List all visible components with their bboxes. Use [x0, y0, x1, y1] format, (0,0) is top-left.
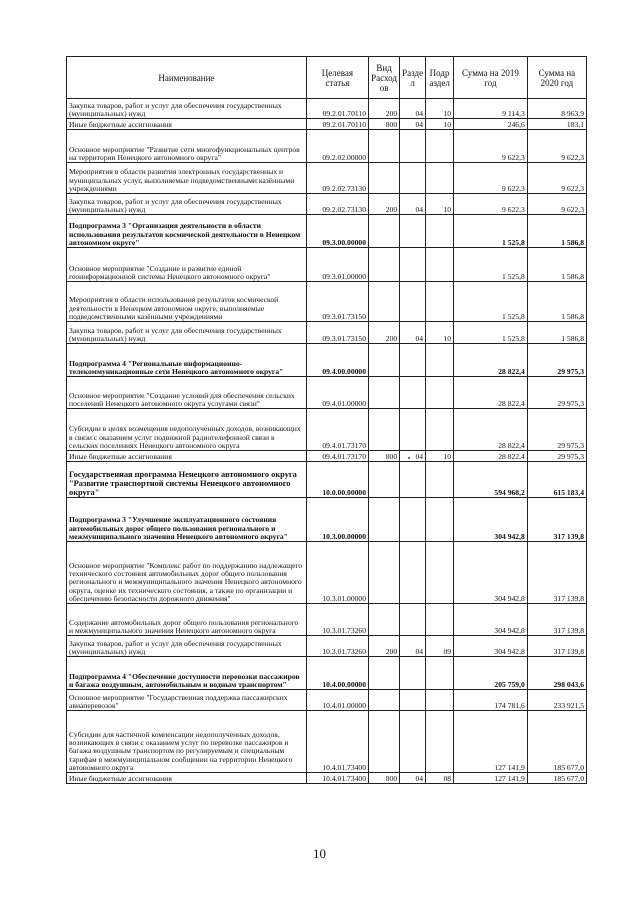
cell-sum-2020: 185 677,0 — [527, 773, 586, 784]
cell-section — [400, 604, 426, 636]
cell-section — [400, 377, 426, 409]
header-code: Целевая статья — [306, 57, 368, 99]
cell-section — [400, 711, 426, 773]
cell-section — [400, 344, 426, 377]
cell-sum-2020: 233 921,5 — [527, 690, 586, 711]
cell-expense-type — [369, 690, 400, 711]
cell-name: Мероприятия в области развития электронных государственных и муниципальных услуг, выполняемые подведомственными казёнными учреждениями — [67, 163, 307, 194]
cell-sum-2019: 9 622,3 — [454, 163, 528, 194]
table-row — [67, 344, 587, 377]
cell-target-article: 10.3.00.00000 — [306, 498, 368, 542]
cell-name: Подпрограмма 4 "Региональные информационно-телекоммуникационные сети Ненецкого автономного округа" — [67, 344, 307, 377]
cell-name: Подпрограмма 4 "Обеспечение доступности перевозки пассажиров и багажа воздушным, автомобильным и водным транспортом" — [67, 657, 307, 690]
cell-subsection: 10 — [426, 99, 454, 119]
cell-name: Иные бюджетные ассигнования — [67, 119, 307, 130]
cell-target-article: 10.4.01.00000 — [306, 690, 368, 711]
cell-name: Иные бюджетные ассигнования — [67, 773, 307, 784]
cell-expense-type: 200 — [369, 322, 400, 344]
cell-section — [400, 462, 426, 498]
cell-name: Мероприятия в области использования результатов космической деятельности в Ненецком автономном округе, выполняемые подведомственными казёнными учреждениями — [67, 282, 307, 322]
cell-sum-2019: 174 781,6 — [454, 690, 528, 711]
cell-subsection — [426, 657, 454, 690]
cell-expense-type — [369, 130, 400, 163]
header-section: Разде л — [400, 57, 426, 99]
cell-section: 04 — [400, 194, 426, 215]
cell-sum-2020: 1 586,8 — [527, 248, 586, 282]
cell-expense-type — [369, 344, 400, 377]
cell-sum-2019: 28 822,4 — [454, 344, 528, 377]
cell-sum-2020: 9 622,3 — [527, 163, 586, 194]
cell-expense-type — [369, 215, 400, 248]
cell-expense-type — [369, 282, 400, 322]
table-row — [67, 636, 587, 657]
header-sum-2020: Сумма на 2020 год — [527, 57, 586, 99]
cell-target-article: 10.3.01.73260 — [306, 604, 368, 636]
table-row — [67, 451, 587, 462]
cell-sum-2019: 594 968,2 — [454, 462, 528, 498]
cell-expense-type — [369, 377, 400, 409]
cell-sum-2019: 1 525,8 — [454, 282, 528, 322]
cell-sum-2020: 29 975,3 — [527, 409, 586, 451]
cell-target-article: 09.2.02.73130 — [306, 194, 368, 215]
cell-sum-2020: 29 975,3 — [527, 377, 586, 409]
cell-section: 04 — [400, 773, 426, 784]
table-row — [67, 163, 587, 194]
cell-subsection — [426, 542, 454, 604]
cell-section — [400, 690, 426, 711]
cell-expense-type — [369, 711, 400, 773]
table-row — [67, 498, 587, 542]
cell-sum-2020: 317 139,8 — [527, 542, 586, 604]
cell-section — [400, 215, 426, 248]
cell-target-article: 09.2.01.70110 — [306, 99, 368, 119]
cell-target-article: 09.4.01.00000 — [306, 377, 368, 409]
cell-sum-2020: 615 183,4 — [527, 462, 586, 498]
cell-sum-2020: 9 622,3 — [527, 130, 586, 163]
table-row — [67, 657, 587, 690]
cell-sum-2020: 317 139,8 — [527, 636, 586, 657]
cell-name: Основное мероприятие "Создание условий для обеспечения сельских поселений Ненецкого автономного округа услугами связи" — [67, 377, 307, 409]
cell-section: 04 — [400, 119, 426, 130]
cell-target-article: 10.0.00.00000 — [306, 462, 368, 498]
cell-expense-type: 200 — [369, 194, 400, 215]
table-row — [67, 542, 587, 604]
cell-sum-2020: 298 043,6 — [527, 657, 586, 690]
cell-target-article: 09.3.01.73150 — [306, 282, 368, 322]
table-header-row — [67, 57, 587, 99]
table-row — [67, 99, 587, 119]
cell-sum-2019: 304 942,8 — [454, 636, 528, 657]
cell-name: Основное мероприятие "Комплекс работ по поддержанию надлежащего технического состояния автомобильных дорог общего пользования регионального и межмуниципального значения Ненецкого автономного округа, оценке их технического состояния, а также по организации и обеспечению безопасности дорожного движения" — [67, 542, 307, 604]
header-type: Вид Расход ов — [369, 57, 400, 99]
cell-subsection: 10 — [426, 194, 454, 215]
cell-name: Подпрограмма 3 "Улучшение эксплуатационного состояния автомобильных дорог общего пользования регионального и межмуниципального значения Ненецкого автономного округа" — [67, 498, 307, 542]
cell-sum-2019: 246,6 — [454, 119, 528, 130]
cell-section — [400, 409, 426, 451]
cell-name: Основное мероприятие "Создание и развитие единой геоинформационной системы Ненецкого автономного округа" — [67, 248, 307, 282]
budget-table — [66, 56, 587, 784]
cell-target-article: 09.2.01.70110 — [306, 119, 368, 130]
cell-subsection: 08 — [426, 773, 454, 784]
cell-name: Основное мероприятие "Развитие сети многофункциональных центров на территории Ненецкого автономного округа" — [67, 130, 307, 163]
cell-subsection: 10 — [426, 119, 454, 130]
cell-sum-2020: 8 963,9 — [527, 99, 586, 119]
cell-expense-type: 200 — [369, 636, 400, 657]
cell-subsection: 10 — [426, 322, 454, 344]
header-sum-2019: Сумма на 2019 год — [454, 57, 528, 99]
cell-subsection — [426, 344, 454, 377]
table-row — [67, 282, 587, 322]
table-row — [67, 194, 587, 215]
cell-expense-type — [369, 462, 400, 498]
table-row — [67, 711, 587, 773]
cell-target-article: 09.3.01.00000 — [306, 248, 368, 282]
cell-sum-2019: 1 525,8 — [454, 322, 528, 344]
table-row — [67, 409, 587, 451]
table-body — [67, 99, 587, 784]
cell-subsection — [426, 711, 454, 773]
table-row — [67, 377, 587, 409]
cell-sum-2020: 1 586,8 — [527, 215, 586, 248]
cell-target-article: 09.4.00.00000 — [306, 344, 368, 377]
cell-section — [400, 657, 426, 690]
cell-subsection — [426, 377, 454, 409]
cell-name: Основное мероприятие "Государственная поддержка пассажирских авиаперевозок" — [67, 690, 307, 711]
cell-name: Субсидии в целях возмещения недополученных доходов, возникающих в связи с оказанием услуг подвижной радиотелефонной связи в сельских поселениях Ненецкого автономного округа — [67, 409, 307, 451]
cell-sum-2019: 1 525,8 — [454, 215, 528, 248]
cell-section: 04 — [400, 451, 426, 462]
cell-sum-2019: 9 622,3 — [454, 194, 528, 215]
cell-section — [400, 542, 426, 604]
cell-subsection — [426, 163, 454, 194]
table-row — [67, 322, 587, 344]
cell-sum-2019: 304 942,8 — [454, 498, 528, 542]
cell-subsection — [426, 248, 454, 282]
cell-name: Закупка товаров, работ и услуг для обеспечения государственных (муниципальных) нужд — [67, 194, 307, 215]
cell-sum-2019: 28 822,4 — [454, 409, 528, 451]
cell-expense-type — [369, 163, 400, 194]
cell-subsection — [426, 409, 454, 451]
cell-expense-type — [369, 409, 400, 451]
cell-name: Закупка товаров, работ и услуг для обеспечения государственных (муниципальных) нужд — [67, 322, 307, 344]
cell-sum-2019: 205 759,0 — [454, 657, 528, 690]
cell-expense-type — [369, 248, 400, 282]
table-row — [67, 773, 587, 784]
cell-expense-type — [369, 542, 400, 604]
cell-sum-2020: 29 975,3 — [527, 451, 586, 462]
cell-target-article: 09.3.00.00000 — [306, 215, 368, 248]
cell-sum-2020: 1 586,8 — [527, 282, 586, 322]
cell-name: Содержание автомобильных дорог общего пользования регионального и межмуниципального значения Ненецкого автономного округа — [67, 604, 307, 636]
cell-sum-2019: 304 942,8 — [454, 604, 528, 636]
cell-expense-type: 800 — [369, 773, 400, 784]
cell-sum-2019: 9 114,3 — [454, 99, 528, 119]
cell-sum-2019: 127 141,9 — [454, 711, 528, 773]
cell-name: Субсидии для частичной компенсации недополученных доходов, возникающих в связи с оказанием услуг по перевозке пассажиров и багажа воздушным транспортом по регулируемым и специальным тарифам в межмуниципальном сообщении на территории Ненецкого автономного округа — [67, 711, 307, 773]
cell-sum-2019: 28 822,4 — [454, 451, 528, 462]
cell-section — [400, 282, 426, 322]
cell-target-article: 09.4.01.73170 — [306, 451, 368, 462]
cell-name: Подпрограмма 3 "Организация деятельности в области использования результатов космической деятельности в Ненецком автономном округе" — [67, 215, 307, 248]
cell-subsection — [426, 498, 454, 542]
cell-section: 04 — [400, 322, 426, 344]
cell-subsection — [426, 604, 454, 636]
cell-sum-2019: 9 622,3 — [454, 130, 528, 163]
scan-speck — [408, 457, 410, 459]
cell-target-article: 10.3.01.00000 — [306, 542, 368, 604]
cell-name: Закупка товаров, работ и услуг для обеспечения государственных (муниципальных) нужд — [67, 99, 307, 119]
cell-section — [400, 163, 426, 194]
cell-target-article: 09.2.02.73130 — [306, 163, 368, 194]
cell-sum-2019: 1 525,8 — [454, 248, 528, 282]
cell-sum-2020: 29 975,3 — [527, 344, 586, 377]
cell-subsection — [426, 690, 454, 711]
cell-target-article: 10.4.00.00000 — [306, 657, 368, 690]
cell-expense-type — [369, 657, 400, 690]
cell-subsection — [426, 462, 454, 498]
cell-name: Закупка товаров, работ и услуг для обеспечения государственных (муниципальных) нужд — [67, 636, 307, 657]
cell-sum-2020: 317 139,8 — [527, 604, 586, 636]
cell-target-article: 10.4.01.73400 — [306, 711, 368, 773]
table-row — [67, 690, 587, 711]
cell-section: 04 — [400, 99, 426, 119]
cell-subsection: 10 — [426, 451, 454, 462]
cell-subsection — [426, 282, 454, 322]
cell-sum-2019: 127 141,9 — [454, 773, 528, 784]
cell-target-article: 09.3.01.73150 — [306, 322, 368, 344]
cell-target-article: 10.3.01.73260 — [306, 636, 368, 657]
cell-expense-type — [369, 498, 400, 542]
page-number: 10 — [313, 846, 326, 861]
cell-subsection — [426, 215, 454, 248]
budget-table-container — [66, 56, 587, 784]
cell-sum-2020: 183,1 — [527, 119, 586, 130]
cell-target-article: 09.2.02.00000 — [306, 130, 368, 163]
table-row — [67, 604, 587, 636]
cell-section: 04 — [400, 636, 426, 657]
cell-target-article: 09.4.01.73170 — [306, 409, 368, 451]
table-row — [67, 130, 587, 163]
table-row — [67, 248, 587, 282]
cell-subsection: 09 — [426, 636, 454, 657]
cell-sum-2020: 185 677,0 — [527, 711, 586, 773]
table-row — [67, 119, 587, 130]
cell-subsection — [426, 130, 454, 163]
cell-expense-type: 800 — [369, 451, 400, 462]
cell-expense-type: 800 — [369, 119, 400, 130]
cell-sum-2020: 9 622,3 — [527, 194, 586, 215]
cell-section — [400, 248, 426, 282]
cell-section — [400, 130, 426, 163]
cell-name: Государственная программа Ненецкого автономного округа "Развитие транспортной системы Ненецкого автономного округа" — [67, 462, 307, 498]
table-row — [67, 462, 587, 498]
cell-sum-2020: 317 139,8 — [527, 498, 586, 542]
cell-sum-2019: 28 822,4 — [454, 377, 528, 409]
header-name: Наименование — [67, 57, 307, 99]
cell-sum-2019: 304 942,8 — [454, 542, 528, 604]
header-subsection: Подр аздел — [426, 57, 454, 99]
cell-section — [400, 498, 426, 542]
cell-expense-type: 200 — [369, 99, 400, 119]
table-row — [67, 215, 587, 248]
cell-sum-2020: 1 586,8 — [527, 322, 586, 344]
cell-name: Иные бюджетные ассигнования — [67, 451, 307, 462]
cell-expense-type — [369, 604, 400, 636]
cell-target-article: 10.4.01.73400 — [306, 773, 368, 784]
